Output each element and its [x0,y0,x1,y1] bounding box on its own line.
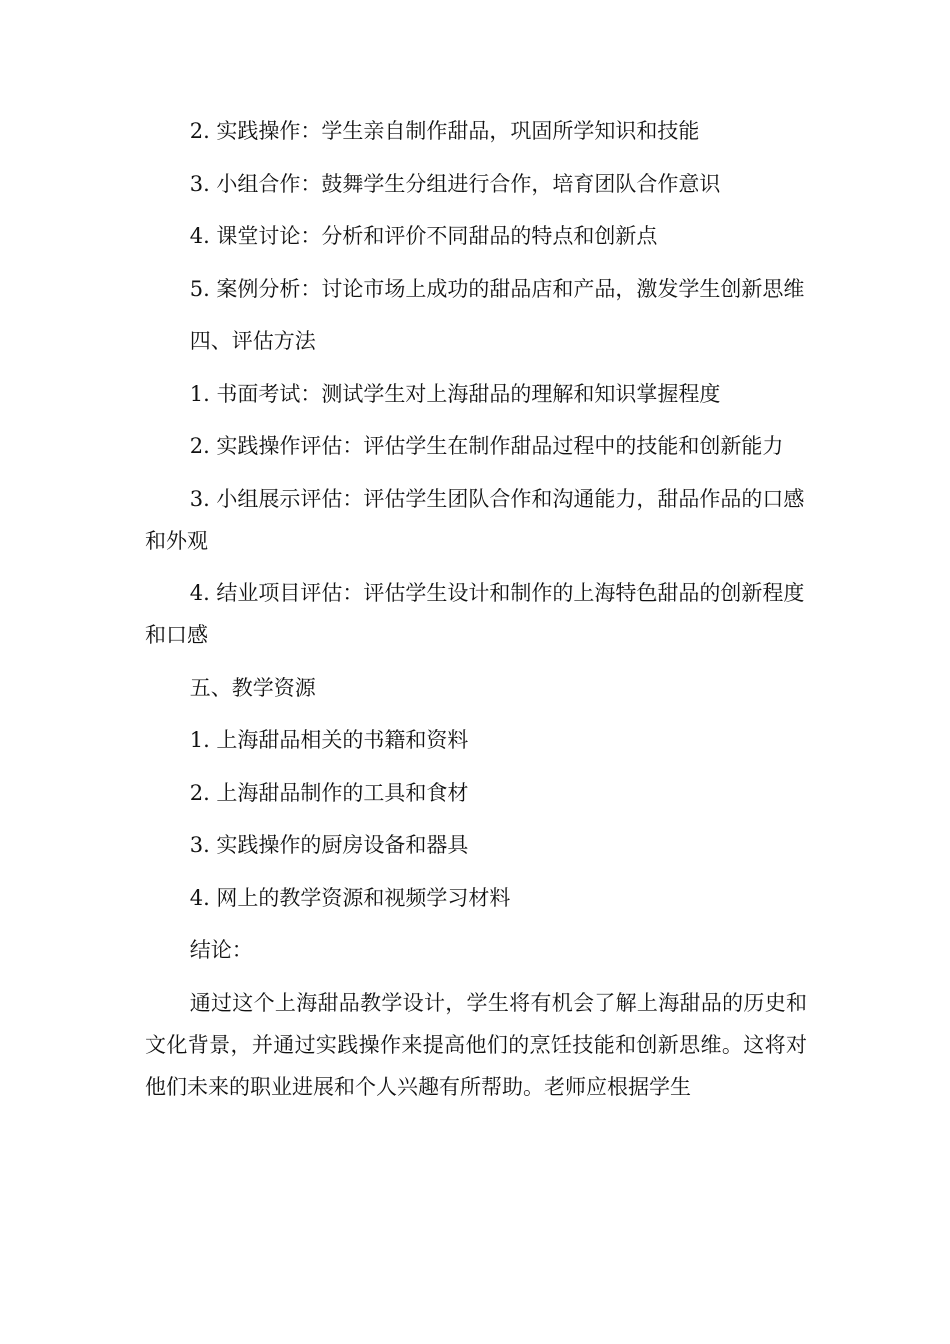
list-item-method-5: 5. 案例分析：讨论市场上成功的甜品店和产品，激发学生创新思维 [189,276,805,301]
list-item-eval-3: 3. 小组展示评估：评估学生团队合作和沟通能力，甜品作品的口感和外观 [145,486,805,553]
list-item-res-2: 2. 上海甜品制作的工具和食材 [189,780,469,805]
list-item-res-4: 4. 网上的教学资源和视频学习材料 [189,885,511,910]
conclusion-label: 结论： [189,938,253,962]
section-heading-resources: 五、教学资源 [189,675,316,700]
list-item-res-1: 1. 上海甜品相关的书籍和资料 [189,728,469,752]
document-body [145,110,807,1118]
section-heading-evaluation: 四、评估方法 [189,329,316,353]
list-item-method-4: 4. 课堂讨论：分析和评价不同甜品的特点和创新点 [189,224,658,248]
list-item-res-3: 3. 实践操作的厨房设备和器具 [189,833,469,857]
list-item-method-2: 2. 实践操作：学生亲自制作甜品，巩固所学知识和技能 [189,119,700,143]
list-item-eval-2: 2. 实践操作评估：评估学生在制作甜品过程中的技能和创新能力 [189,434,784,458]
list-item-eval-4: 4. 结业项目评估：评估学生设计和制作的上海特色甜品的创新程度和口感 [145,581,805,647]
list-item-method-3: 3. 小组合作：鼓舞学生分组进行合作，培育团队合作意识 [189,171,721,196]
conclusion-paragraph: 通过这个上海甜品教学设计，学生将有机会了解上海甜品的历史和文化背景，并通过实践操作来提高他们的烹饪技能和创新思维。这将对他们未来的职业进展和个人兴趣有所帮助。老师应根据学生 [145,990,807,1099]
list-item-eval-1: 1. 书面考试：测试学生对上海甜品的理解和知识掌握程度 [189,381,721,406]
